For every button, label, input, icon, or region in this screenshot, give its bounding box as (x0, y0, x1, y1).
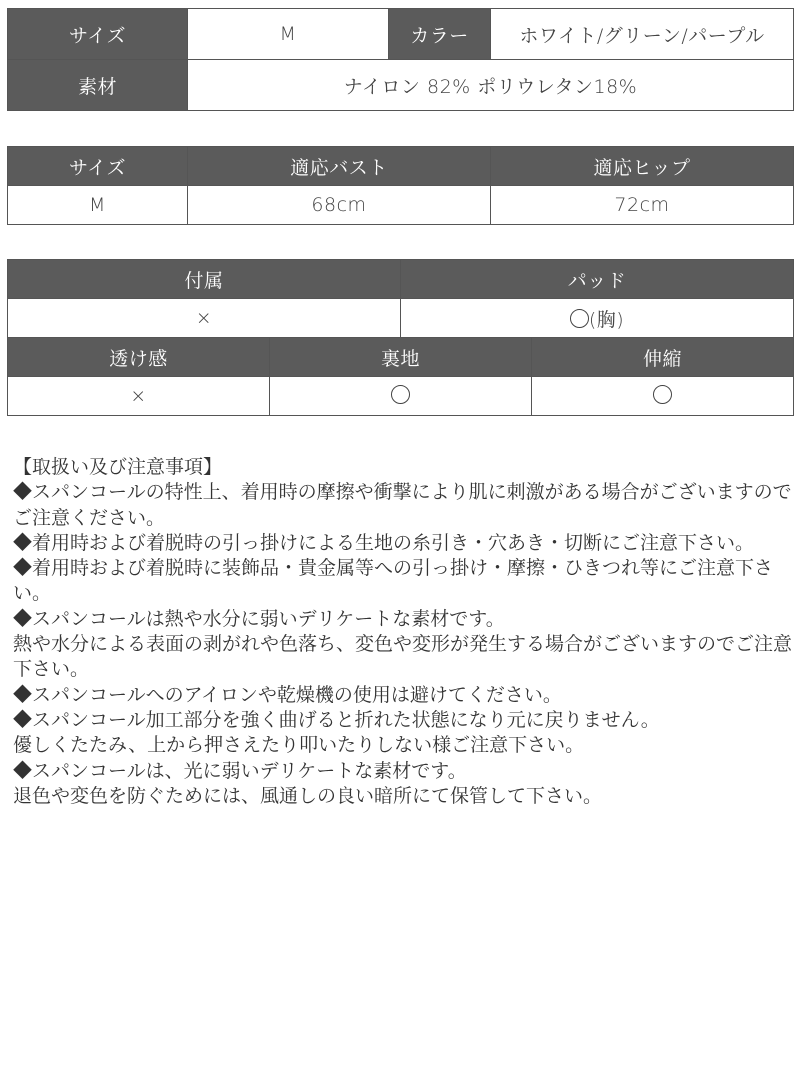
sheer-label: 透け感 (8, 338, 270, 377)
spec-table (7, 8, 794, 111)
care-notes (13, 455, 793, 809)
color-label: カラー (389, 9, 491, 60)
table-row (8, 299, 794, 338)
size-value: M (188, 9, 389, 60)
note-line: ◆スパンコールは、光に弱いデリケートな素材です。 (13, 759, 467, 782)
hip-cell: 72cm (491, 186, 794, 225)
size-label: サイズ (8, 9, 188, 60)
note-line: ◆スパンコールの特性上、着用時の摩擦や衝撃により肌に刺激がある場合がございますのでご注意ください。 (13, 481, 792, 529)
note-line: ◆スパンコールは熱や水分に弱いデリケートな素材です。 (13, 607, 505, 630)
hip-header: 適応ヒップ (491, 147, 794, 186)
note-line: ◆スパンコールへのアイロンや乾燥機の使用は避けてください。 (13, 683, 562, 706)
stretch-label: 伸縮 (532, 338, 794, 377)
note-line: ◆着用時および着脱時の引っ掛けによる生地の糸引き・穴あき・切断にご注意下さい。 (13, 531, 755, 554)
note-line: ◆着用時および着脱時に装飾品・貴金属等への引っ掛け・摩擦・ひきつれ等にご注意下さい。 (13, 557, 774, 605)
table-row (8, 60, 794, 111)
notes-title: 【取扱い及び注意事項】 (13, 456, 223, 478)
note-line: 優しくたたみ、上から押さえたり叩いたりしない様ご注意下さい。 (13, 734, 585, 757)
size-header: サイズ (8, 147, 188, 186)
note-line: 熱や水分による表面の剥がれや色落ち、変色や変形が発生する場合がございますのでご注意下さい。 (13, 633, 793, 681)
color-value: ホワイト/グリーン/パープル (491, 9, 794, 60)
size-cell: M (8, 186, 188, 225)
pad-label: パッド (401, 260, 794, 299)
table-row (8, 9, 794, 60)
note-line: ◆スパンコール加工部分を強く曲げると折れた状態になり元に戻りません。 (13, 708, 660, 731)
bust-header: 適応バスト (188, 147, 491, 186)
table-header-row (8, 338, 794, 377)
table-row (8, 377, 794, 416)
note-line: 退色や変色を防ぐためには、風通しの良い暗所にて保管して下さい。 (13, 784, 603, 807)
accessory-value: × (8, 299, 401, 338)
material-label: 素材 (8, 60, 188, 111)
material-value: ナイロン 82% ポリウレタン18% (188, 60, 794, 111)
accessory-label: 付属 (8, 260, 401, 299)
lining-label: 裏地 (270, 338, 532, 377)
table-row (8, 186, 794, 225)
circle-icon (653, 385, 672, 404)
size-table (7, 146, 794, 225)
table-header-row (8, 260, 794, 299)
pad-value (401, 299, 794, 338)
circle-icon (391, 385, 410, 404)
pad-value-text: (胸) (588, 308, 625, 331)
table-header-row (8, 147, 794, 186)
sheer-value: × (8, 377, 270, 416)
circle-icon (570, 309, 589, 328)
lining-value (270, 377, 532, 416)
bust-cell: 68cm (188, 186, 491, 225)
stretch-value (532, 377, 794, 416)
features-table (7, 259, 794, 416)
